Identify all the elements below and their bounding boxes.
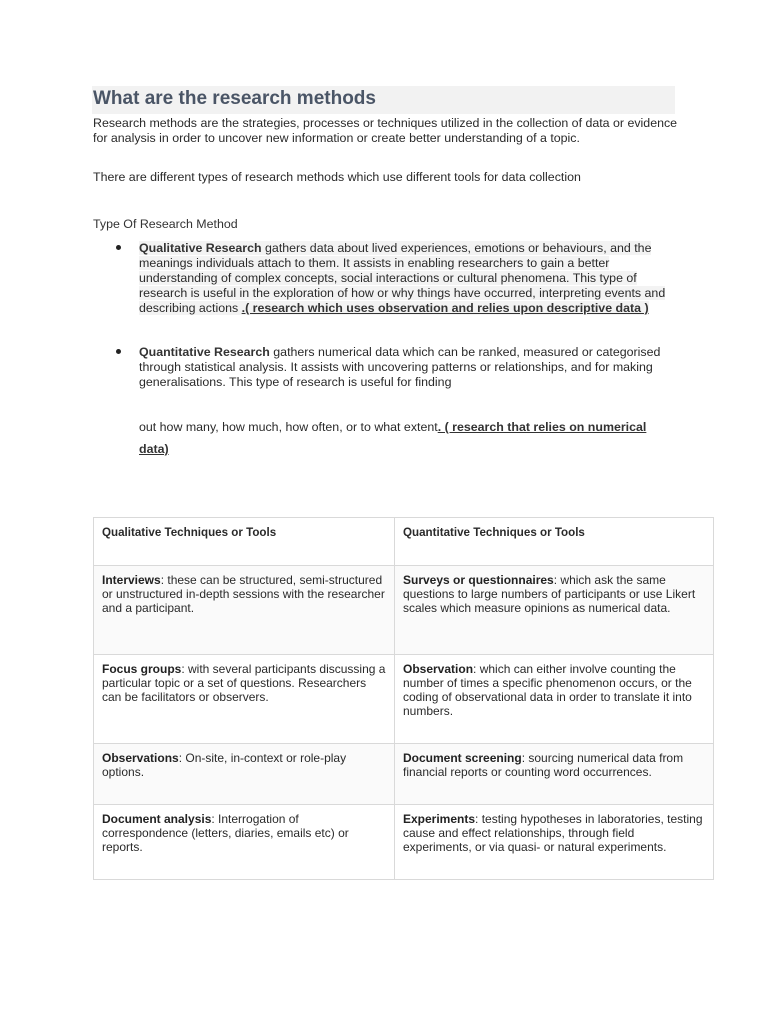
cell-text: : which ask the same questions to large numbers of participants or use Likert scales which measure opinions as numerical data. — [403, 573, 696, 615]
table-cell — [94, 805, 395, 880]
cell-text: : these can be structured, semi-structured or unstructured in-depth sessions with the researcher and a participant. — [102, 573, 385, 615]
method-description: gathers numerical data which can be ranked, measured or categorised through statistical analysis. It assists with uncovering patterns or relationships, and for making generalisations. This type of research is useful for finding — [139, 345, 661, 389]
techniques-table — [93, 517, 714, 880]
table-cell — [94, 655, 395, 744]
table-header-row — [94, 518, 714, 566]
table-cell — [94, 566, 395, 655]
quantitative-tail — [139, 416, 667, 460]
table-cell — [395, 566, 714, 655]
cell-text: : which can either involve counting the number of times a specific phenomenon occurs, or the coding of observational data in order to translate it into numbers. — [403, 662, 692, 718]
method-description-tail: out how many, how much, how often, or to what extent — [139, 420, 438, 434]
bullet-icon — [116, 242, 124, 250]
method-description: gathers data about lived experiences, emotions or behaviours, and the meanings individuals attach to them. It assists in enabling researchers to gain a better understanding of complex concepts, social interactions or cultural phenomena. This type of research is useful in the exploration of how or why things have occurred, interpreting events and describing actions — [139, 241, 666, 315]
cell-term: Document screening — [403, 751, 522, 765]
table-cell — [395, 744, 714, 805]
cell-term: Observation — [403, 662, 474, 676]
method-name: Quantitative Research — [139, 345, 270, 359]
method-note: . ( research that relies on numerical data) — [139, 420, 647, 456]
table-row — [94, 566, 714, 655]
cell-term: Experiments — [403, 812, 476, 826]
table-header-cell: Qualitative Techniques or Tools — [94, 518, 395, 566]
method-note: .( research which uses observation and relies upon descriptive data ) — [241, 301, 649, 315]
table-cell — [395, 805, 714, 880]
cell-term: Observations — [102, 751, 179, 765]
cell-text: : On-site, in-context or role-play options. — [102, 751, 347, 779]
table-row — [94, 805, 714, 880]
table-cell — [395, 655, 714, 744]
cell-text: : sourcing numerical data from financial reports or counting word occurrences. — [403, 751, 684, 779]
table-row — [94, 744, 714, 805]
list-item-quantitative — [139, 345, 667, 390]
cell-term: Surveys or questionnaires — [403, 573, 554, 587]
page-title: What are the research methods — [93, 88, 376, 109]
cell-term: Focus groups — [102, 662, 182, 676]
types-note: There are different types of research methods which use different tools for data collection — [93, 170, 581, 184]
types-heading: Type Of Research Method — [93, 217, 238, 231]
intro-paragraph: Research methods are the strategies, processes or techniques utilized in the collection of data or evidence for analysis in order to uncover new information or create better understanding of a topic. — [93, 116, 678, 145]
cell-term: Document analysis — [102, 812, 212, 826]
cell-text: : testing hypotheses in laboratories, testing cause and effect relationships, through field experiments, or via quasi- or natural experiments. — [403, 812, 703, 854]
list-item-qualitative — [139, 241, 667, 316]
cell-text: : Interrogation of correspondence (letters, diaries, emails etc) or reports. — [102, 812, 349, 854]
qualitative-text — [139, 241, 665, 315]
table-cell — [94, 744, 395, 805]
table-header-cell: Quantitative Techniques or Tools — [395, 518, 714, 566]
bullet-icon — [116, 346, 124, 354]
table-row — [94, 655, 714, 744]
method-name: Qualitative Research — [139, 241, 262, 255]
cell-text: : with several participants discussing a particular topic or a set of questions. Researchers can be facilitators or observers. — [102, 662, 386, 704]
cell-term: Interviews — [102, 573, 161, 587]
